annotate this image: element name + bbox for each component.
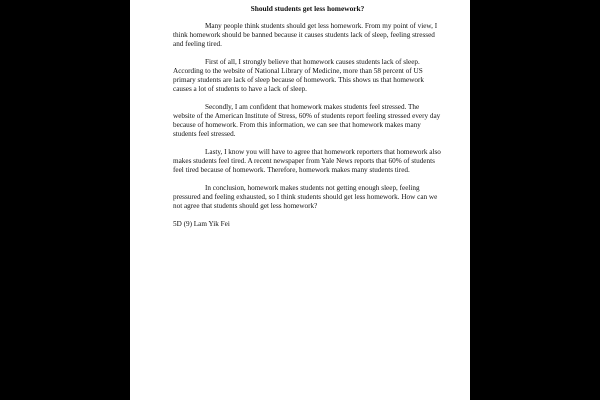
- document-page: [130, 0, 470, 400]
- paragraph-introduction: Many people think students should get less homework. From my point of view, I think homework should be banned because it causes students lack of sleep, feeling stressed and feeling tired.: [173, 22, 438, 48]
- paragraph-third-argument: Lasty, I know you will have to agree that homework reporters that homework also makes students feel tired. A recent newspaper from Yale News reports that 60% of students feel tired because of homework. Therefore, homework makes many students tired.: [173, 148, 441, 174]
- author-signature: 5D (9) Lam Yik Fei: [173, 220, 230, 228]
- paragraph-first-argument: First of all, I strongly believe that homework causes students lack of sleep. According to the website of National Library of Medicine, more than 58 percent of US primary students are lack of sleep because of homework. This shows us that homework causes a lot of students to have a lack of sleep.: [173, 58, 424, 93]
- document-title: Should students get less homework?: [250, 4, 365, 13]
- paragraph-second-argument: Secondly, I am confident that homework makes students feel stressed. The website of the American Institute of Stress, 60% of students report feeling stressed every day because of homework. From this information, we can see that homework makes many students feel stressed.: [173, 103, 441, 138]
- paragraph-conclusion: In conclusion, homework makes students not getting enough sleep, feeling pressured and feeling exhausted, so I think students should get less homework. How can we not agree that students should get less homework?: [173, 184, 438, 210]
